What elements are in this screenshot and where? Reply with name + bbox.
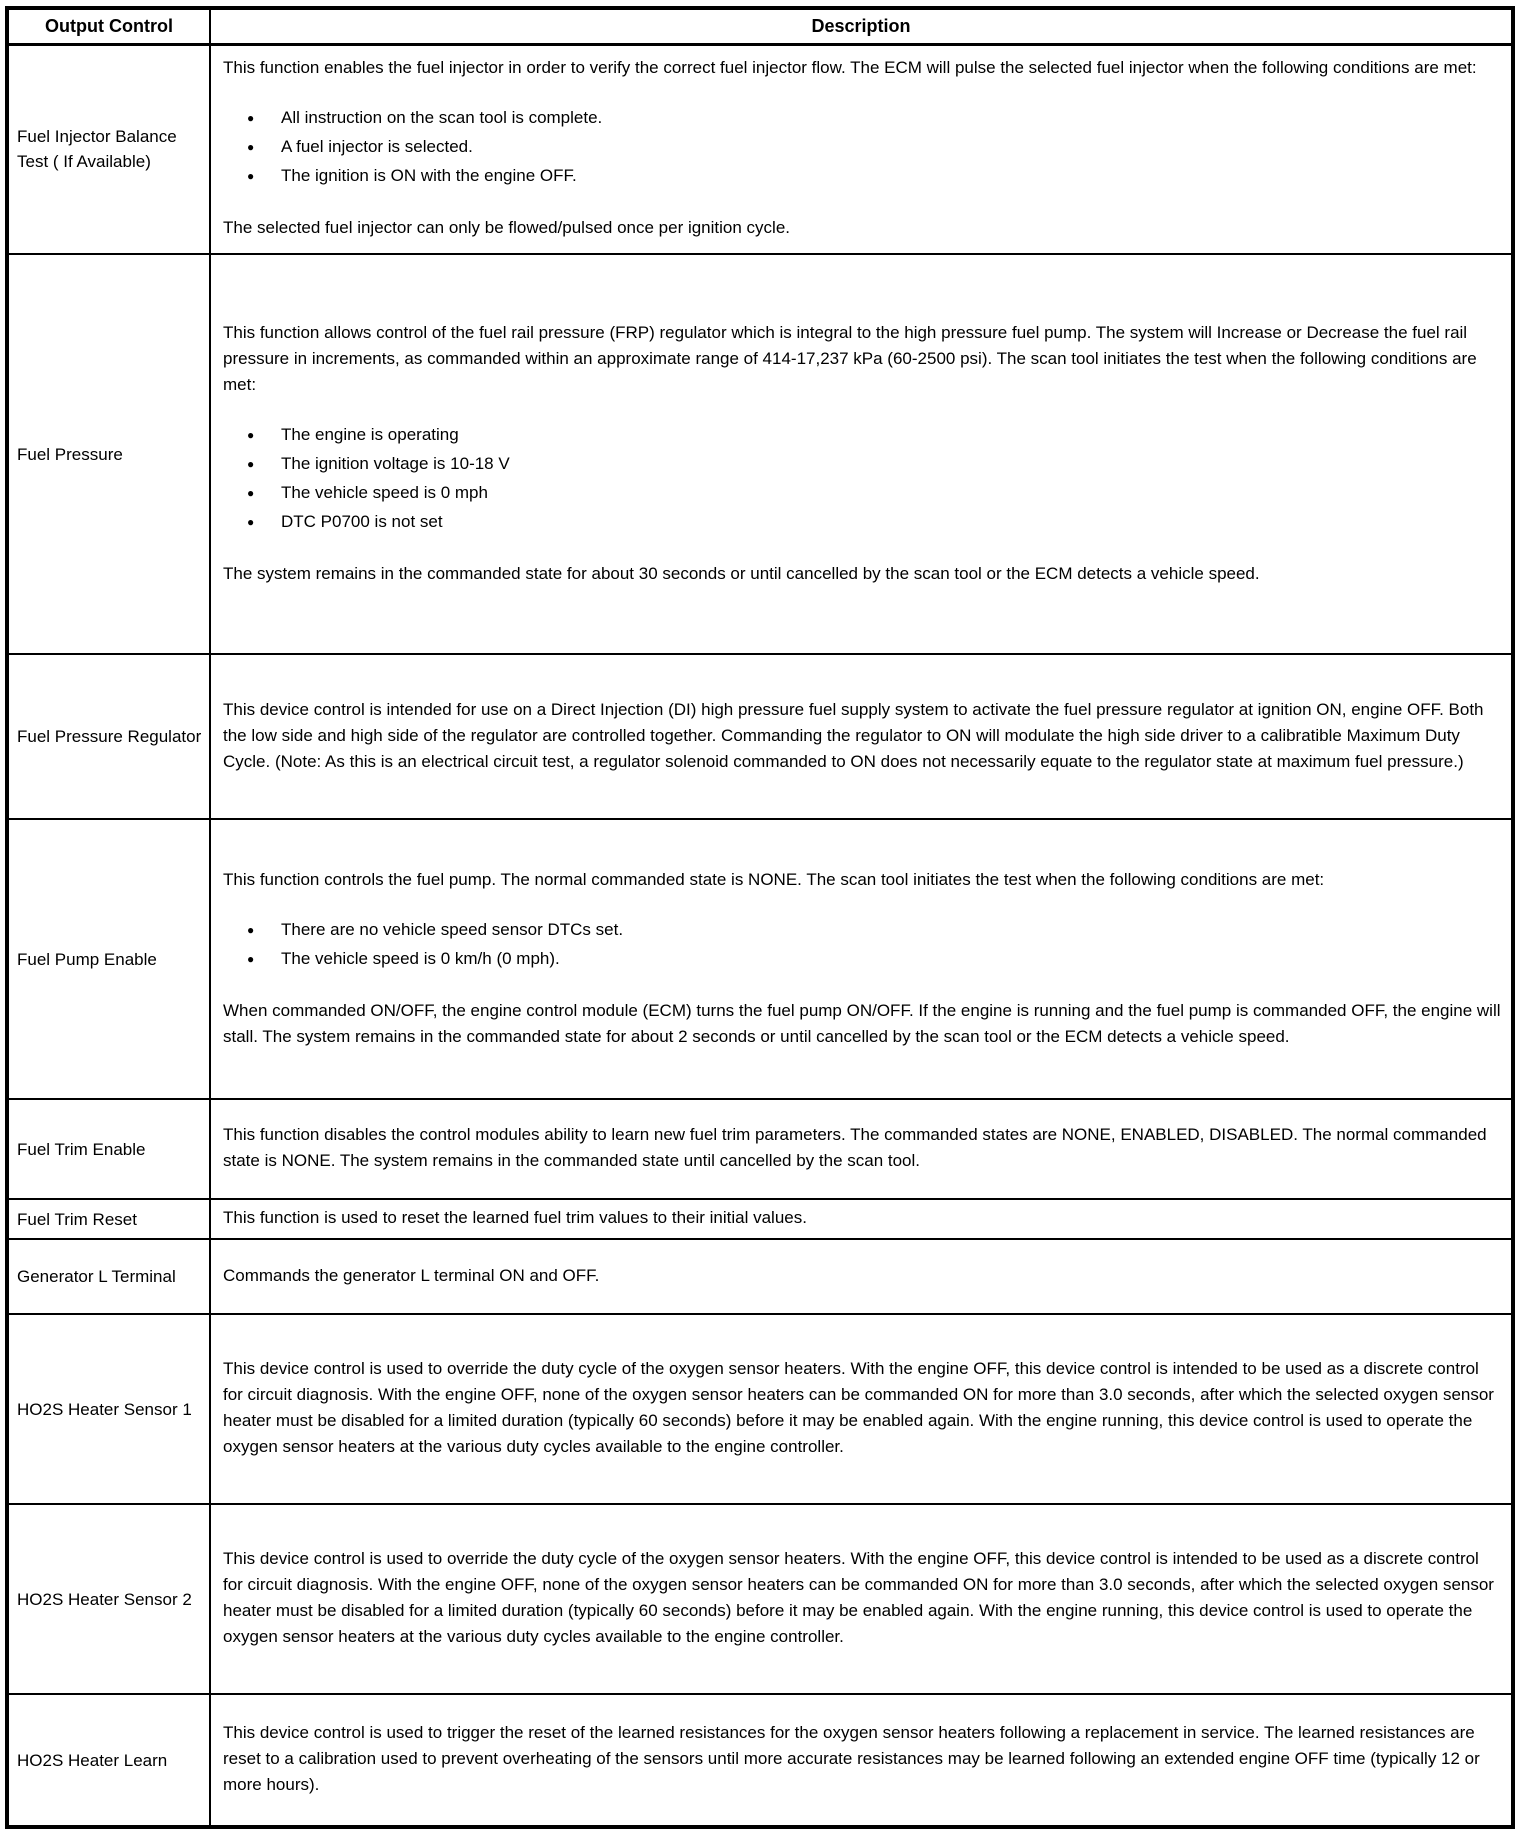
bullet-text: There are no vehicle speed sensor DTCs set. (281, 919, 624, 939)
description-paragraph: This device control is used to trigger the reset of the learned resistances for the oxygen sensor heaters following a replacement in service. The learned resistances are reset to a calibration used to prevent overheating of the sensors until more accurate resistances may be learned following an extended engine OFF time (typically 12 or more hours). (223, 1723, 1480, 1794)
description-cell (210, 1199, 1513, 1239)
bullet-item (245, 946, 1501, 972)
description-paragraph: This function is used to reset the learned fuel trim values to their initial values. (223, 1208, 807, 1227)
control-cell: HO2S Heater Learn (7, 1694, 210, 1827)
table-row-fuel-trim-reset (7, 1199, 1513, 1239)
bullet-list (245, 105, 1501, 189)
bullet-item (245, 451, 1501, 477)
description-paragraph: This function allows control of the fuel rail pressure (FRP) regulator which is integral to the high pressure fuel pump. The system will Increase or Decrease the fuel rail pressure in increments, as commanded within an approximate range of 414-17,237 kPa (60-2500 psi). The scan tool initiates the test when the following conditions are met: (223, 322, 1477, 394)
bullet-item (245, 480, 1501, 506)
control-cell: Fuel Trim Enable (7, 1099, 210, 1199)
bullet-text: The ignition is ON with the engine OFF. (281, 166, 577, 186)
bullet-icon: ● (247, 169, 255, 184)
bullet-text: The ignition voltage is 10-18 V (281, 453, 510, 473)
description-cell (210, 254, 1513, 654)
table-row-generator-l-terminal (7, 1239, 1513, 1314)
column-header-description: Description (210, 8, 1513, 44)
bullet-item (245, 509, 1501, 535)
control-cell: Generator L Terminal (7, 1239, 210, 1314)
bullet-icon: ● (247, 111, 255, 126)
bullet-text: DTC P0700 is not set (281, 511, 443, 531)
bullet-list (245, 422, 1501, 535)
description-paragraph: The system remains in the commanded state for about 30 seconds or until cancelled by the scan tool or the ECM detects a vehicle speed. (223, 563, 1260, 583)
description-paragraph: This function disables the control modules ability to learn new fuel trim parameters. The commanded states are NONE, ENABLED, DISABLED. The normal commanded state is NONE. The system remains in the commanded state until cancelled by the scan tool. (223, 1125, 1487, 1170)
bullet-text: The vehicle speed is 0 mph (281, 482, 488, 502)
table-row-fuel-trim-enable (7, 1099, 1513, 1199)
control-cell: Fuel Pressure Regulator (7, 654, 210, 819)
bullet-text: A fuel injector is selected. (281, 137, 473, 157)
table-row-ho2s-heater-sensor-2 (7, 1504, 1513, 1694)
bullet-icon: ● (247, 951, 255, 966)
column-header-output-control: Output Control (7, 8, 210, 44)
description-paragraph: This device control is intended for use on a Direct Injection (DI) high pressure fuel supply system to activate the fuel pressure regulator at ignition ON, engine OFF. Both the low side and high side of the regulator are controlled together. Commanding the regulator to ON will modulate the high side driver to a calibratible Maximum Duty Cycle. (Note: As this is an electrical circuit test, a regulator solenoid commanded to ON does not necessarily equate to the regulator state at maximum fuel pressure.) (223, 699, 1484, 771)
bullet-item (245, 105, 1501, 131)
control-cell: Fuel Injector Balance Test ( If Available) (7, 44, 210, 254)
bullet-icon: ● (247, 922, 255, 937)
bullet-icon: ● (247, 514, 255, 529)
bullet-text: All instruction on the scan tool is complete. (281, 108, 603, 128)
bullet-item (245, 422, 1501, 448)
description-cell (210, 1239, 1513, 1314)
description-cell (210, 654, 1513, 819)
bullet-icon: ● (247, 140, 255, 155)
table-row-fuel-pressure-regulator (7, 654, 1513, 819)
table-row-fuel-injector-balance-test (7, 44, 1513, 254)
bullet-item (245, 134, 1501, 160)
description-cell (210, 1099, 1513, 1199)
description-cell (210, 1314, 1513, 1504)
control-cell: HO2S Heater Sensor 2 (7, 1504, 210, 1694)
description-paragraph: This device control is used to override the duty cycle of the oxygen sensor heaters. With the engine OFF, this device control is intended to be used as a discrete control for circuit diagnosis. With the engine OFF, none of the oxygen sensor heaters can be commanded ON for more than 3.0 seconds, after which the selected oxygen sensor heater must be disabled for a limited duration (typically 60 seconds) before it may be enabled again. With the engine running, this device control is used to operate the oxygen sensor heaters at the various duty cycles available to the engine controller. (223, 1549, 1494, 1646)
table-row-fuel-pressure (7, 254, 1513, 654)
header-row (7, 8, 1513, 44)
bullet-list (245, 917, 1501, 972)
table-row-ho2s-heater-learn (7, 1694, 1513, 1827)
output-control-table (5, 6, 1515, 1829)
description-paragraph: When commanded ON/OFF, the engine control module (ECM) turns the fuel pump ON/OFF. If the engine is running and the fuel pump is commanded OFF, the engine will stall. The system remains in the commanded state for about 2 seconds or until cancelled by the scan tool or the ECM detects a vehicle speed. (223, 1000, 1501, 1046)
bullet-icon: ● (247, 427, 255, 442)
control-cell: HO2S Heater Sensor 1 (7, 1314, 210, 1504)
bullet-item (245, 917, 1501, 943)
description-paragraph: This device control is used to override the duty cycle of the oxygen sensor heaters. With the engine OFF, this device control is intended to be used as a discrete control for circuit diagnosis. With the engine OFF, none of the oxygen sensor heaters can be commanded ON for more than 3.0 seconds, after which the selected oxygen sensor heater must be disabled for a limited duration (typically 60 seconds) before it may be enabled again. With the engine running, this device control is used to operate the oxygen sensor heaters at the various duty cycles available to the engine controller. (223, 1359, 1494, 1456)
bullet-icon: ● (247, 485, 255, 500)
bullet-text: The engine is operating (281, 424, 459, 444)
bullet-item (245, 163, 1501, 189)
description-cell (210, 44, 1513, 254)
control-cell: Fuel Pressure (7, 254, 210, 654)
description-paragraph: Commands the generator L terminal ON and OFF. (223, 1265, 600, 1285)
bullet-text: The vehicle speed is 0 km/h (0 mph). (281, 948, 560, 968)
description-cell (210, 1504, 1513, 1694)
table-row-ho2s-heater-sensor-1 (7, 1314, 1513, 1504)
description-cell (210, 819, 1513, 1099)
control-cell: Fuel Trim Reset (7, 1199, 210, 1239)
description-paragraph: The selected fuel injector can only be flowed/pulsed once per ignition cycle. (223, 218, 791, 238)
table-row-fuel-pump-enable (7, 819, 1513, 1099)
description-paragraph: This function controls the fuel pump. The normal commanded state is NONE. The scan tool initiates the test when the following conditions are met: (223, 869, 1325, 889)
description-paragraph: This function enables the fuel injector in order to verify the correct fuel injector flow. The ECM will pulse the selected fuel injector when the following conditions are met: (223, 58, 1477, 78)
bullet-icon: ● (247, 456, 255, 471)
description-cell (210, 1694, 1513, 1827)
control-cell: Fuel Pump Enable (7, 819, 210, 1099)
